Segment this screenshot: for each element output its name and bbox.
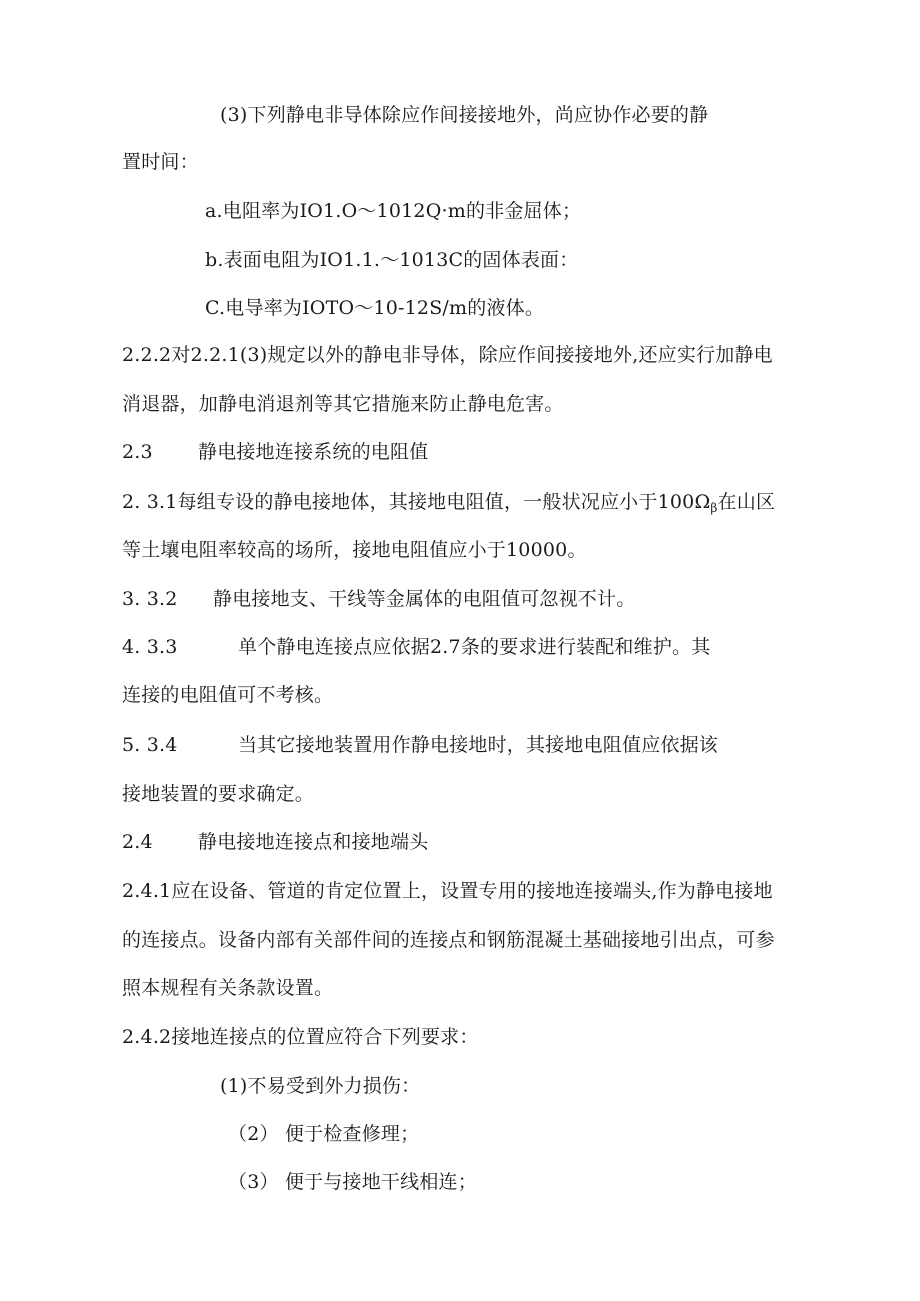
list-item: (1)不易受到外力损伤： xyxy=(220,1075,421,1097)
text-line: 单个静电连接点应依据2.7条的要求进行装配和维护。其 xyxy=(238,636,711,658)
text-line: 2.2.2对2.2.1(3)规定以外的静电非导体，除应作间接接地外,还应实行加静电 xyxy=(122,344,773,366)
text-segment: 2. 3.1每组专设的静电接地体，其接地电阻值，一般状况应小于100Ω xyxy=(122,491,711,513)
text-line: 接地装置的要求确定。 xyxy=(122,783,315,805)
text-line: 静电接地支、干线等金属体的电阻值可忽视不计。 xyxy=(213,588,636,610)
text-line: 的连接点。设备内部有关部件间的连接点和钢筋混凝土基础接地引出点，可参 xyxy=(122,929,775,951)
item-number: 4. 3.3 xyxy=(122,636,178,658)
section-heading: 静电接地连接系统的电阻值 xyxy=(198,441,429,463)
text-line: 照本规程有关条款设置。 xyxy=(122,977,334,999)
list-item: （3） 便于与接地干线相连； xyxy=(228,1171,477,1193)
list-item: （2） 便于检查修理； xyxy=(228,1123,420,1145)
section-heading: 静电接地连接点和接地端头 xyxy=(198,831,429,853)
text-line: 连接的电阻值可不考核。 xyxy=(122,684,334,706)
text-line: (3)下列静电非导体除应作间接接地外，尚应协作必要的静 xyxy=(220,104,709,126)
text-line: 当其它接地装置用作静电接地时，其接地电阻值应依据该 xyxy=(238,734,719,756)
subscript-mark: β xyxy=(710,501,718,515)
section-number: 2.3 xyxy=(122,441,153,463)
item-number: 5. 3.4 xyxy=(122,734,178,756)
text-line: 置时间： xyxy=(122,151,199,173)
list-item: C.电导率为IOTO～10-12S∕m的液体。 xyxy=(205,297,545,319)
text-line xyxy=(122,490,775,520)
text-segment: 在山区 xyxy=(717,491,776,513)
text-line: 消退器，加静电消退剂等其它措施来防止静电危害。 xyxy=(122,393,564,415)
text-line: 2.4.1应在设备、管道的肯定位置上，设置专用的接地连接端头,作为静电接地 xyxy=(122,880,773,902)
text-line: 等土壤电阻率较高的场所，接地电阻值应小于10000。 xyxy=(122,539,587,561)
item-number: 3. 3.2 xyxy=(122,588,178,610)
text-line: 2.4.2接地连接点的位置应符合下列要求： xyxy=(122,1026,479,1048)
section-number: 2.4 xyxy=(122,831,153,853)
list-item: b.表面电阻为IO1.1.～1013C的固体表面： xyxy=(205,249,579,271)
list-item: a.电阻率为IO1.O～1012Q·m的非金屈体； xyxy=(205,200,582,222)
